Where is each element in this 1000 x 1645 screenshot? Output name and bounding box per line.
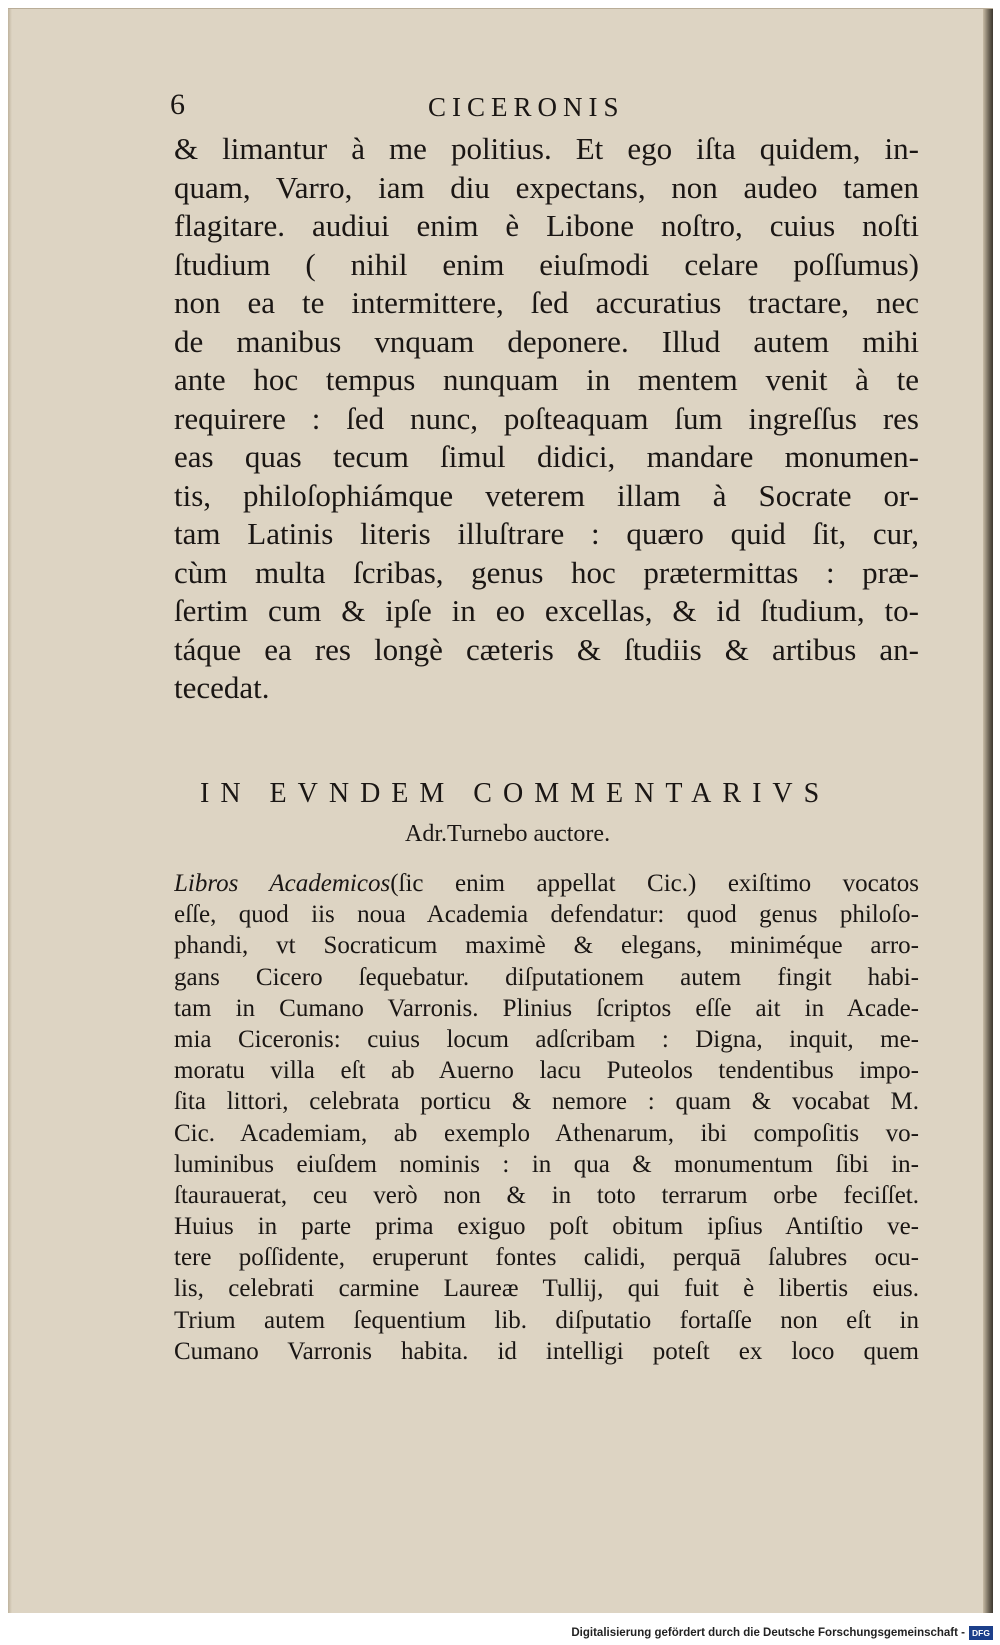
page-header: [170, 88, 690, 128]
commentary-line: Huius in parte prima exiguo poſt obitum ipſius Antiſtio ve-: [174, 1213, 919, 1241]
commentary-line: mia Ciceronis: cuius locum adſcribam : Digna, inquit, me-: [174, 1025, 919, 1053]
text-line: tam Latinis literis illuſtrare : quæro quid ſit, cur,: [174, 516, 919, 551]
commentary-first-line-rest: (ſic enim appellat Cic.) exiſtimo vocatos: [390, 870, 919, 897]
section-subtitle: Adr.Turnebo auctore.: [405, 821, 611, 847]
main-text: [174, 130, 919, 708]
text-line: flagitare. audiui enim è Libone noſtro, cuius noſti: [174, 208, 919, 243]
text-line: tecedat.: [174, 670, 270, 705]
commentary-line: phandi, vt Socraticum maximè & elegans, miniméque arro-: [174, 932, 919, 960]
commentary-line: lis, celebrati carmine Laureæ Tullij, qui fuit è libertis eius.: [174, 1275, 919, 1303]
page-number: 6: [170, 88, 185, 121]
commentary-line: ſtaurauerat, ceu verò non & in toto terrarum orbe feciſſet.: [174, 1181, 919, 1209]
commentary-line: gans Cicero ſequebatur. diſputationem autem fingit habi-: [174, 963, 919, 991]
commentary-lead-italic: Libros Academicos: [174, 870, 391, 897]
commentary-first-line: [174, 868, 919, 899]
commentary-line: eſſe, quod iis noua Academia defendatur: quod genus philoſo-: [174, 901, 919, 929]
commentary-line: Cic. Academiam, ab exemplo Athenarum, ibi compoſitis vo-: [174, 1119, 919, 1147]
commentary-line: luminibus eiuſdem nominis : in qua & monumentum ſibi in-: [174, 1150, 919, 1178]
text-line: eas quas tecum ſimul didici, mandare monumen-: [174, 439, 919, 474]
commentary-line: tere poſſidente, eruperunt fontes calidi, perquā ſalubres ocu-: [174, 1244, 919, 1272]
running-head: CICERONIS: [428, 92, 625, 122]
commentary-line: ſita littori, celebrata porticu & nemore : quam & vocabat M.: [174, 1088, 919, 1116]
text-line: ſtudium ( nihil enim eiuſmodi celare poſſumus): [174, 246, 919, 282]
footer-text: Digitalisierung gefördert durch die Deutsche Forschungsgemeinschaft -: [571, 1627, 965, 1639]
commentary-line: Trium autem ſequentium lib. diſputatio fortaſſe non eſt in: [174, 1306, 919, 1334]
text-line: & limantur à me politius. Et ego iſta quidem, in-: [174, 131, 919, 166]
commentary-text: [174, 868, 919, 1367]
text-line: cùm multa ſcribas, genus hoc prætermittas : præ-: [174, 554, 919, 590]
text-line: ſertim cum & ipſe in eo excellas, & id ſtudium, to-: [174, 593, 919, 628]
text-line: non ea te intermittere, ſed accuratius tractare, nec: [174, 285, 919, 320]
page-right-edge-shadow: [983, 9, 993, 1613]
text-line: ante hoc tempus nunquam in mentem venit à te: [174, 362, 919, 397]
text-line: táque ea res longè cæteris & ſtudiis & artibus an-: [174, 631, 919, 667]
text-line: quam, Varro, iam diu expectans, non audeo tamen: [174, 169, 919, 205]
dfg-logo: DFG: [969, 1626, 993, 1640]
text-line: requirere : ſed nunc, poſteaquam ſum ingreſſus res: [174, 400, 919, 436]
commentary-line: Cumano Varronis habita. id intelligi poteſt ex loco quem: [174, 1337, 919, 1365]
footer-credit: [571, 1625, 995, 1643]
text-line: de manibus vnquam deponere. Illud autem mihi: [174, 323, 919, 359]
commentary-line: moratu villa eſt ab Auerno lacu Puteolos tendentibus impo-: [174, 1057, 919, 1085]
section-title: IN EVNDEM COMMENTARIVS: [200, 778, 831, 809]
text-line: tis, philoſophiámque veterem illam à Socrate or-: [174, 477, 919, 513]
page-left-edge: [8, 9, 12, 1613]
commentary-line: tam in Cumano Varronis. Plinius ſcriptos eſſe ait in Acade-: [174, 994, 919, 1022]
